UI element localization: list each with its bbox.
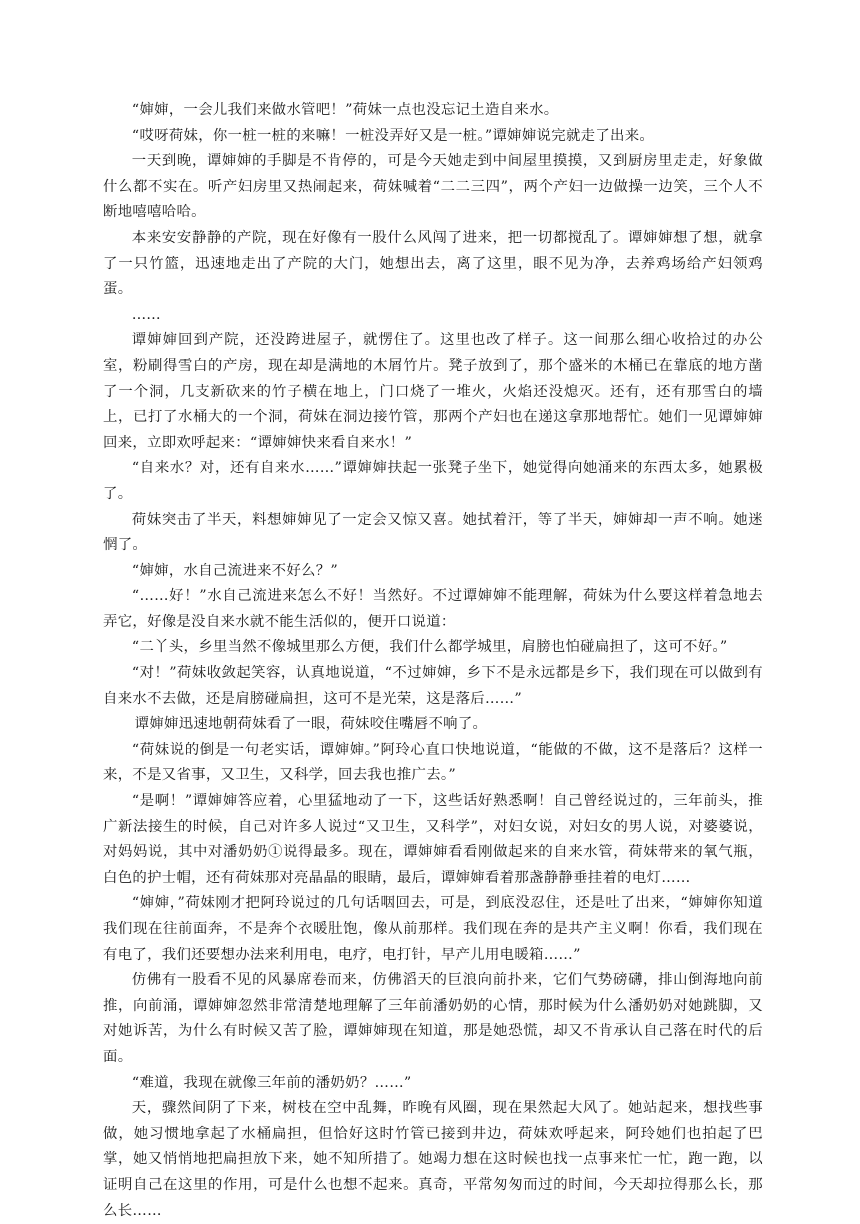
paragraph: “难道，我现在就像三年前的潘奶奶？……” [131, 1074, 412, 1091]
paragraph: “婶婶，水自己流进来不好么？” [131, 562, 339, 579]
paragraph: 谭婶婶迅速地朝荷妹看了一眼，荷妹咬住嘴唇不响了。 [134, 716, 488, 733]
paragraph: “自来水？对，还有自来水……”谭婶婶扶起一张凳子坐下，她觉得向她涌来的东西太多，她累极了。 [103, 460, 763, 502]
paragraph: “二丫头，乡里当然不像城里那么方便，我们什么都学城里，肩膀也怕碰扁担了，这可不好。” [131, 639, 728, 656]
paragraph: 荷妹突击了半天，料想婶婶见了一定会又惊又喜。她拭着汗，等了半天，婶婶却一声不响。她迷惘了。 [103, 511, 763, 554]
paragraph: “婶婶，”荷妹刚才把阿玲说过的几句话咽回去，可是，到底没忍住，还是吐了出来，“婶婶你知道我们现在往前面奔，不是奔个衣暖肚饱，像从前那样。我们现在奔的是共产主义啊！你看，我们现在有电了，我们还要想办法来利用电，电疗，电打针，早产儿用电暖箱……” [103, 895, 763, 963]
paragraph: “是啊！”谭婶婶答应着，心里猛地动了一下，这些话好熟悉啊！自己曾经说过的，三年前头，推广新法接生的时候，自己对许多人说过“又卫生，又科学”，对妇女说，对妇女的男人说，对婆婆说，对妈妈说，其中对潘奶奶①说得最多。现在，谭婶婶看看刚做起来的自来水管，荷妹带来的氧气瓶，白色的护士帽，还有荷妹那对亮晶晶的眼睛，最后，谭婶婶看着那盏静静垂挂着的电灯…… [103, 793, 763, 886]
paragraph: “荷妹说的倒是一句老实话，谭婶婶。”阿玲心直口快地说道，“能做的不做，这不是落后？这样一来，不是又省事，又卫生，又科学，回去我也推广去。” [103, 741, 763, 784]
paragraph: 本来安安静静的产院，现在好像有一股什么风闯了进来，把一切都搅乱了。谭婶婶想了想，就拿了一只竹篮，迅速地走出了产院的大门，她想出去，离了这里，眼不见为净，去养鸡场给产妇领鸡蛋。 [103, 229, 763, 298]
paragraph: 谭婶婶回到产院，还没跨进屋子，就愣住了。这里也改了样子。这一间那么细心收拾过的办公室，粉刷得雪白的产房，现在却是满地的木屑竹片。凳子放到了，那个盛米的木桶已在靠底的地方凿了一个洞，几支新砍来的竹子横在地上，门口烧了一堆火，火焰还没熄灭。还有，还有那雪白的墙上，已打了水桶大的一个洞，荷妹在洞边接竹管，那两个产妇也在递这拿那地帮忙。她们一见谭婶婶回来，立即欢呼起来：“谭婶婶快来看自来水！” [103, 332, 763, 451]
article-body [103, 98, 763, 1224]
paragraph: “……好！”水自己流进来怎么不好！当然好。不过谭婶婶不能理解，荷妹为什么要这样着急地去弄它，好像是没自来水就不能生活似的，便开口说道： [103, 588, 763, 630]
section-break-ellipsis: …… [131, 306, 161, 323]
paragraph: “哎呀荷妹，你一桩一桩的来嘛！一桩没弄好又是一桩。”谭婶婶说完就走了出来。 [131, 127, 655, 144]
paragraph: 天，骤然间阴了下来，树枝在空中乱舞，昨晚有风圈，现在果然起大风了。她站起来，想找些事做，她习惯地拿起了水桶扁担，但恰好这时竹管已接到井边，荷妹欢呼起来，阿玲她们也拍起了巴掌，她又悄悄地把扁担放下来，她不知所措了。她竭力想在这时候也找一点事来忙一忙，跑一跑，以证明自己在这里的作用，可是什么也想不起来。真奇，平常匆匆而过的时间，今天却拉得那么长，那么长…… [103, 1100, 763, 1219]
paragraph: 一天到晚，谭婶婶的手脚是不肯停的，可是今天她走到中间屋里摸摸，又到厨房里走走，好象做什么都不实在。听产妇房里又热闹起来，荷妹喊着“二二三四”，两个产妇一边做操一边笑，三个人不断地嘻嘻哈哈。 [103, 153, 763, 221]
paragraph: “婶婶，一会儿我们来做水管吧！”荷妹一点也没忘记土造自来水。 [131, 102, 559, 118]
paragraph: “对！”荷妹收敛起笑容，认真地说道，“不过婶婶，乡下不是永远都是乡下，我们现在可以做到有自来水不去做，还是肩膀碰扁担，这可不是光荣，这是落后……” [103, 665, 763, 707]
paragraph: 仿佛有一股看不见的风暴席卷而来，仿佛滔天的巨浪向前扑来，它们气势磅礴，排山倒海地向前推，向前涌，谭婶婶忽然非常清楚地理解了三年前潘奶奶的心情，那时候为什么潘奶奶对她跳脚，又对她诉苦，为什么有时候又苦了脸，谭婶婶现在知道，那是她恐慌，却又不肯承认自己落在时代的后面。 [103, 972, 763, 1065]
